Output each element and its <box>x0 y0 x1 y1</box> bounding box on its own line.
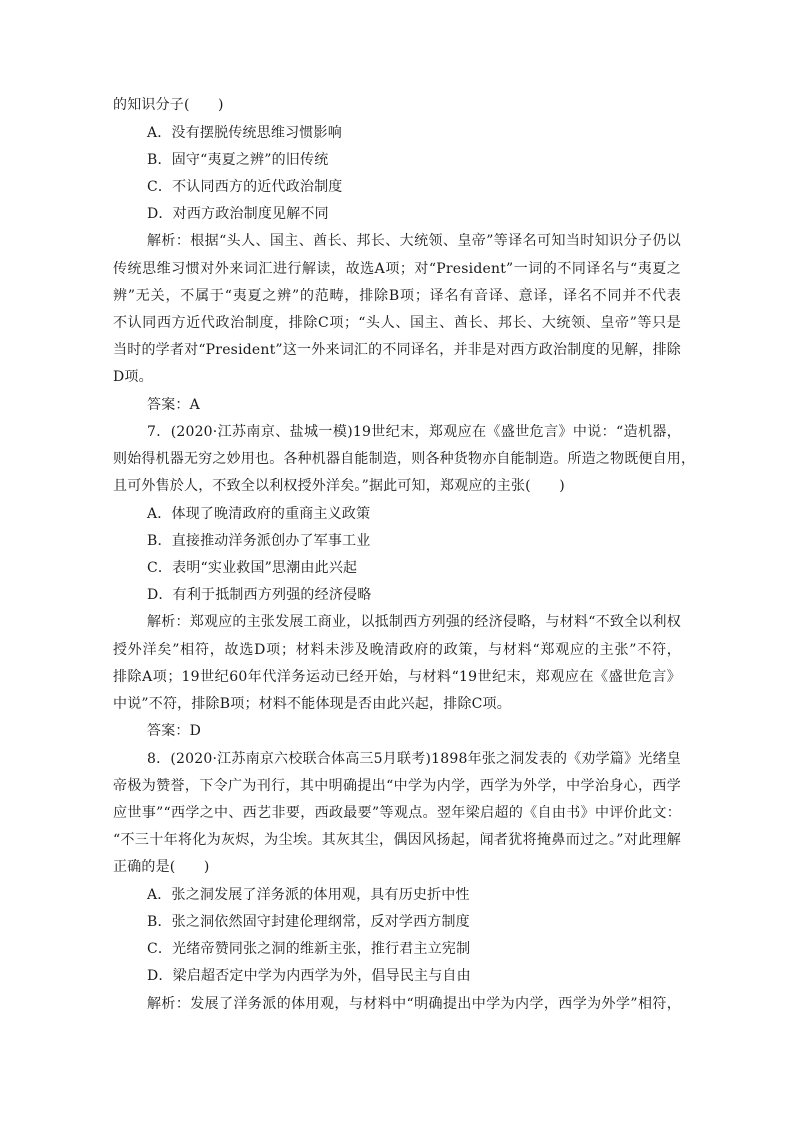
analysis-line: 解析：根据“头人、国主、酋长、邦长、大统领、皇帝”等译名可知当时知识分子仍以 <box>147 233 681 249</box>
analysis-line: 传统思维习惯对外来词汇进行解读，故选A项；对“President”一词的不同译名与“夷夏之 <box>113 261 681 277</box>
question-8-stem: 应世事”“西学之中、西艺非要，西政最要”等观点。翌年梁启超的《自由书》中评价此文： <box>113 805 681 821</box>
question-7-stem: 且可外售於人，不致全以利权授外洋矣。”据此可知，郑观应的主张( ) <box>113 478 565 494</box>
answer-line: 答案：A <box>147 397 200 413</box>
analysis-line: 辨”无关，不属于“夷夏之辨”的范畴，排除B项；译名有音译、意译，译名不同并不代表 <box>113 288 681 304</box>
analysis-line: D项。 <box>113 369 153 385</box>
answer-line: 答案：D <box>147 723 202 739</box>
option-a: A．没有摆脱传统思维习惯影响 <box>147 125 342 141</box>
option-d: D．有利于抵制西方列强的经济侵略 <box>147 587 372 603</box>
option-b: B．直接推动洋务派创办了军事工业 <box>147 533 371 549</box>
option-b: B．固守“夷夏之辨”的旧传统 <box>147 152 329 168</box>
analysis-line: 解析：发展了洋务派的体用观，与材料中“明确提出中学为内学，西学为外学”相符， <box>147 996 681 1012</box>
question-8-stem: 帝极为赞誉，下令广为刊行，其中明确提出“中学为内学，西学为外学，中学治身心，西学 <box>113 778 681 794</box>
option-c: C．不认同西方的近代政治制度 <box>147 179 343 195</box>
analysis-line: 排除A项；19世纪60年代洋务运动已经开始，与材料“19世纪末，郑观应在《盛世危言》 <box>113 669 681 685</box>
option-d: D．对西方政治制度见解不同 <box>147 206 329 222</box>
option-c: C．光绪帝赞同张之洞的维新主张，推行君主立宪制 <box>147 941 471 957</box>
analysis-line: 中说”不符，排除B项；材料不能体现是否由此兴起，排除C项。 <box>113 696 511 712</box>
option-a: A．体现了晚清政府的重商主义政策 <box>147 506 371 522</box>
question-7-stem: 则始得机器无穷之妙用也。各种机器自能制造，则各种货物亦自能制造。所造之物既便自用， <box>113 451 696 467</box>
option-d: D．梁启超否定中学为内西学为外，倡导民主与自由 <box>147 968 471 984</box>
analysis-line: 解析：郑观应的主张发展工商业，以抵制西方列强的经济侵略，与材料“不致全以利权 <box>147 614 681 630</box>
option-b: B．张之洞依然固守封建伦理纲常，反对学西方制度 <box>147 914 470 930</box>
option-c: C．表明“实业救国”思潮由此兴起 <box>147 560 358 576</box>
option-a: A．张之洞发展了洋务派的体用观，具有历史折中性 <box>147 887 470 903</box>
analysis-line: 当时的学者对“President”这一外来词汇的不同译名，并非是对西方政治制度的见解，排除 <box>113 342 681 358</box>
question-8-stem: “不三十年将化为灰烬，为尘埃。其灰其尘，偶因风扬起，闻者犹将掩鼻而过之。”对此理解 <box>113 832 681 848</box>
question-8-stem: 正确的是( ) <box>113 859 210 875</box>
question-8-stem: 8．(2020·江苏南京六校联合体高三5月联考)1898年张之洞发表的《劝学篇》光绪皇 <box>147 751 681 767</box>
analysis-line: 授外洋矣”相符，故选D项；材料未涉及晚清政府的政策，与材料“郑观应的主张”不符， <box>113 642 681 658</box>
question-stem-tail: 的知识分子( ) <box>113 97 224 113</box>
question-7-stem: 7．(2020·江苏南京、盐城一模)19世纪末，郑观应在《盛世危言》中说：“造机器， <box>147 424 681 440</box>
analysis-line: 不认同西方近代政治制度，排除C项；“头人、国主、酋长、邦长、大统领、皇帝”等只是 <box>113 315 681 331</box>
